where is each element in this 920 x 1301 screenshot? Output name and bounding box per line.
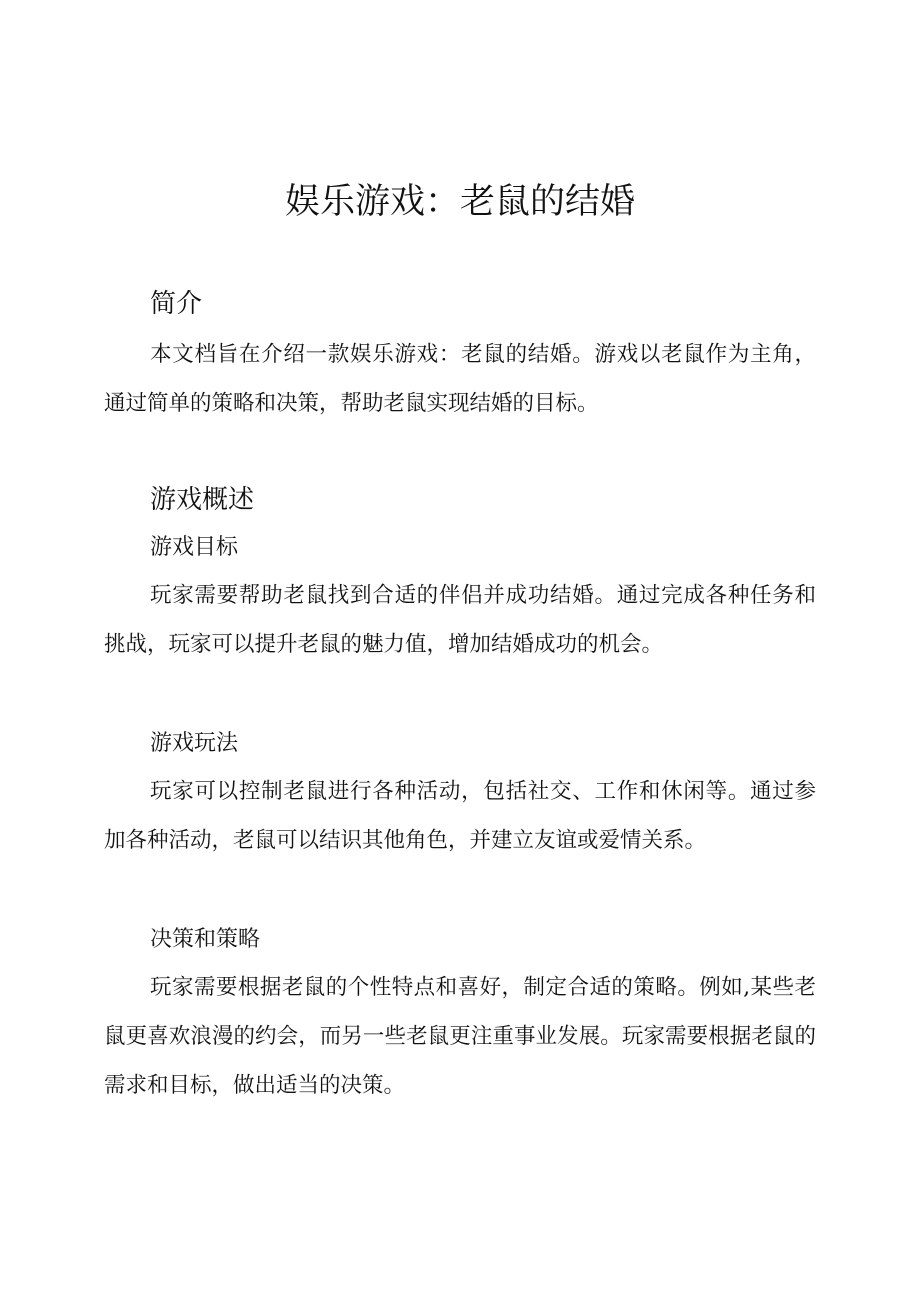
goal-paragraph: 玩家需要帮助老鼠找到合适的伴侣并成功结婚。通过完成各种任务和挑战，玩家可以提升老鼠的魅力值，增加结婚成功的机会。: [104, 583, 816, 657]
subsection-heading-goal: 游戏目标: [150, 535, 239, 560]
strategy-paragraph: 玩家需要根据老鼠的个性特点和喜好，制定合适的策略。例如,某些老鼠更喜欢浪漫的约会，而另一些老鼠更注重事业发展。玩家需要根据老鼠的需求和目标，做出适当的决策。: [104, 975, 816, 1098]
subsection-heading-strategy: 决策和策略: [150, 927, 261, 952]
document-title: 娱乐游戏：老鼠的结婚: [284, 182, 635, 222]
gameplay-paragraph: 玩家可以控制老鼠进行各种活动，包括社交、工作和休闲等。通过参加各种活动，老鼠可以结识其他角色，并建立友谊或爱情关系。: [104, 779, 816, 853]
section-heading-intro: 简介: [150, 289, 203, 319]
subsection-heading-gameplay: 游戏玩法: [150, 731, 239, 756]
intro-paragraph: 本文档旨在介绍一款娱乐游戏：老鼠的结婚。游戏以老鼠作为主角，通过简单的策略和决策，帮助老鼠实现结婚的目标。: [104, 342, 816, 416]
section-heading-overview: 游戏概述: [150, 485, 255, 515]
